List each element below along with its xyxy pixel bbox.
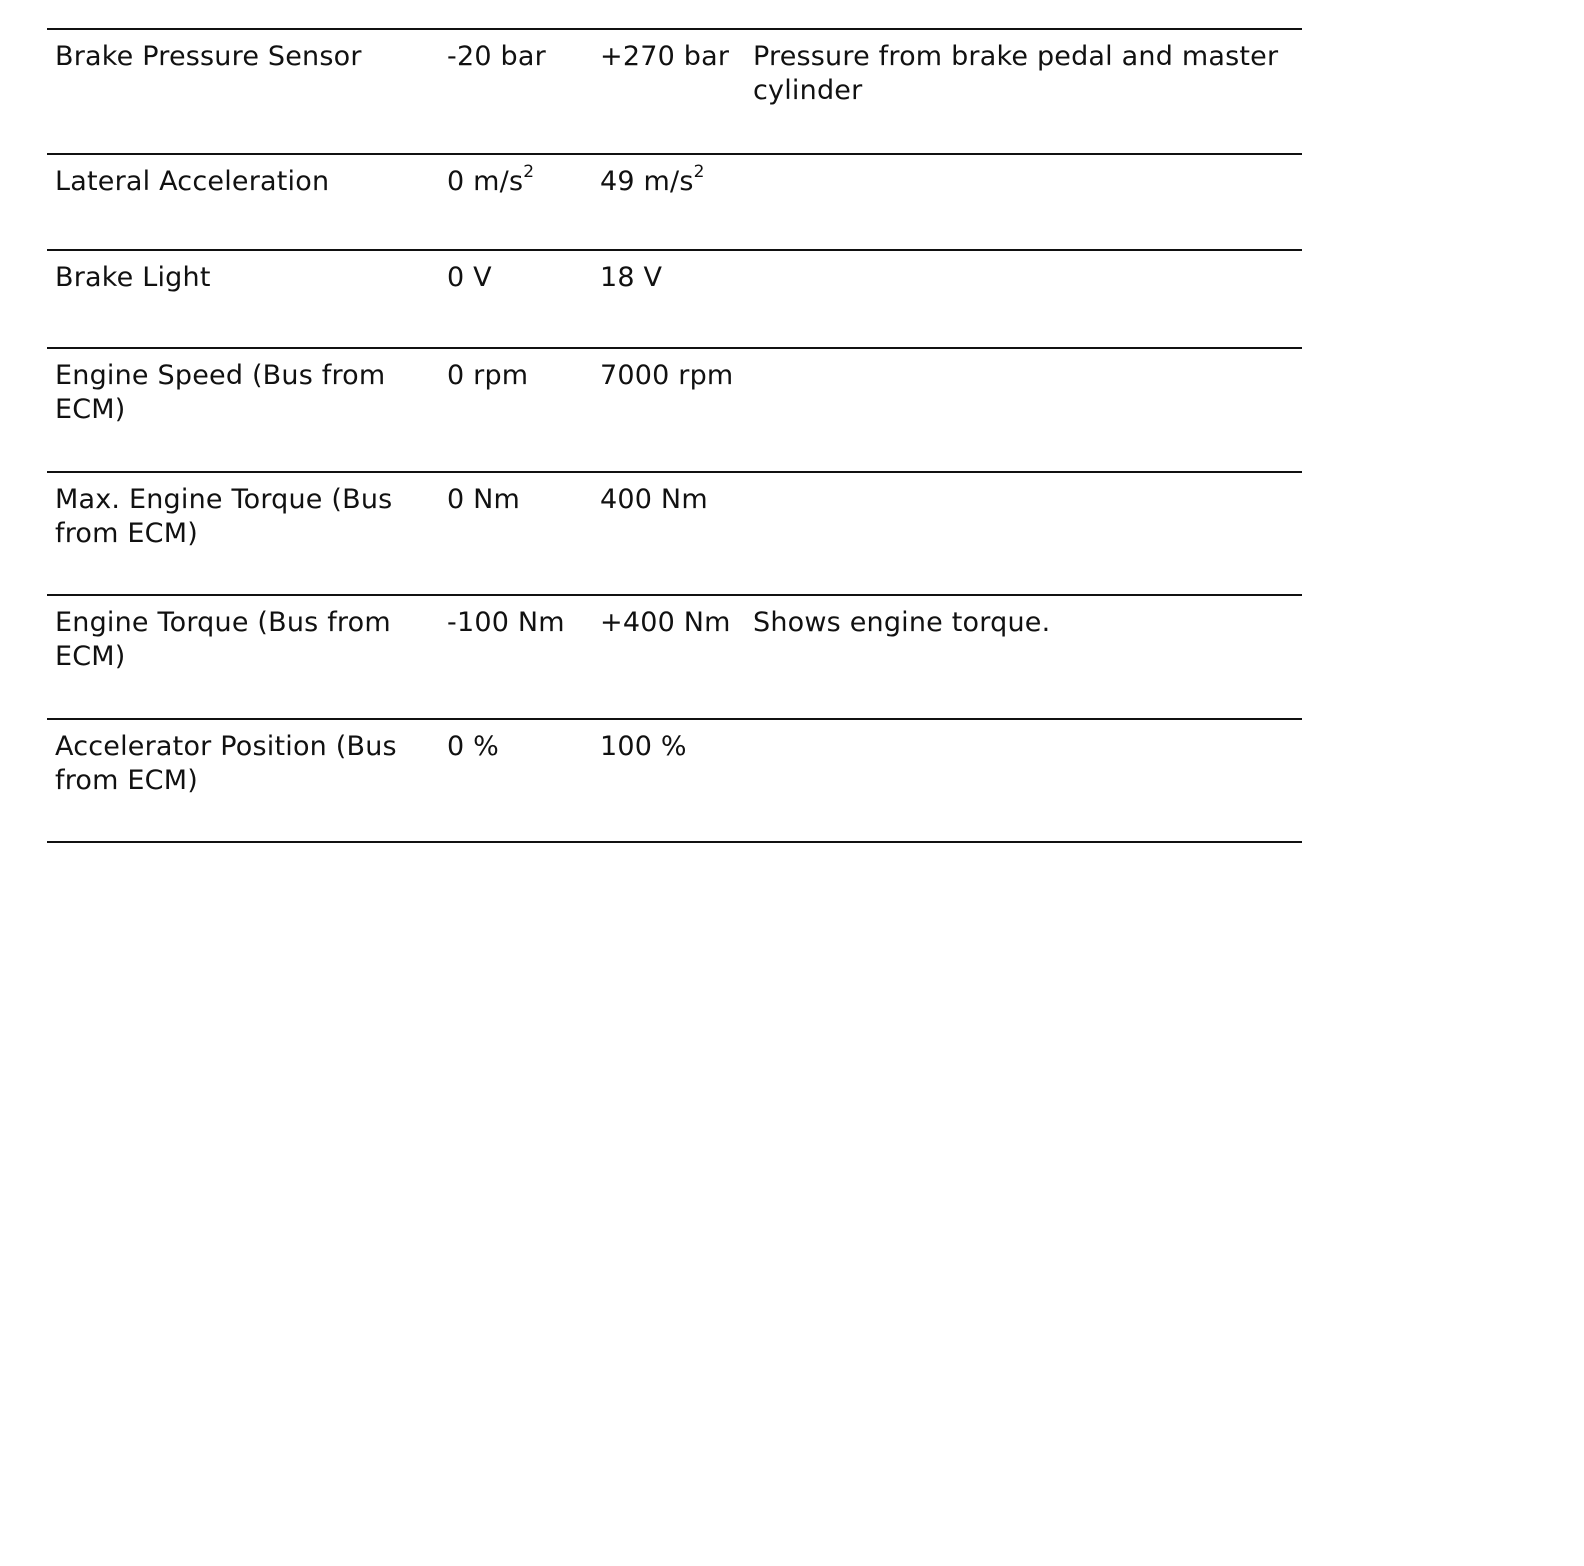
signal-description: Pressure from brake pedal and master cylinder xyxy=(753,41,1279,106)
signal-max xyxy=(600,162,750,199)
table-row xyxy=(47,718,1302,843)
signal-min-value: 0 m/s xyxy=(447,166,524,197)
table-row xyxy=(47,153,1302,249)
signal-max-value: 49 m/s xyxy=(600,166,694,197)
signal-min: 0 Nm xyxy=(447,484,521,515)
signal-min xyxy=(447,162,587,199)
signal-table xyxy=(47,28,1302,843)
signal-name: Engine Speed (Bus from ECM) xyxy=(55,360,386,425)
table-row xyxy=(47,594,1302,718)
signal-max: +400 Nm xyxy=(600,607,731,638)
signal-min-exponent: 2 xyxy=(523,162,535,182)
signal-name: Accelerator Position (Bus from ECM) xyxy=(55,731,397,796)
signal-max-exponent: 2 xyxy=(693,162,705,182)
signal-name: Brake Light xyxy=(55,262,211,293)
signal-min: 0 rpm xyxy=(447,360,529,391)
table-row xyxy=(47,28,1302,153)
signal-max: 18 V xyxy=(600,262,663,293)
signal-max: 7000 rpm xyxy=(600,360,734,391)
signal-min: 0 % xyxy=(447,731,500,762)
signal-description: Shows engine torque. xyxy=(753,607,1051,638)
signal-max: +270 bar xyxy=(600,41,730,72)
signal-name: Engine Torque (Bus from ECM) xyxy=(55,607,391,672)
signal-min: 0 V xyxy=(447,262,492,293)
table-row xyxy=(47,347,1302,471)
signal-name: Lateral Acceleration xyxy=(55,166,330,197)
signal-name: Brake Pressure Sensor xyxy=(55,41,362,72)
signal-min: -20 bar xyxy=(447,41,546,72)
signal-max: 100 % xyxy=(600,731,687,762)
signal-name: Max. Engine Torque (Bus from ECM) xyxy=(55,484,393,549)
table-row xyxy=(47,249,1302,347)
signal-max: 400 Nm xyxy=(600,484,708,515)
table-row xyxy=(47,471,1302,594)
signal-min: -100 Nm xyxy=(447,607,565,638)
